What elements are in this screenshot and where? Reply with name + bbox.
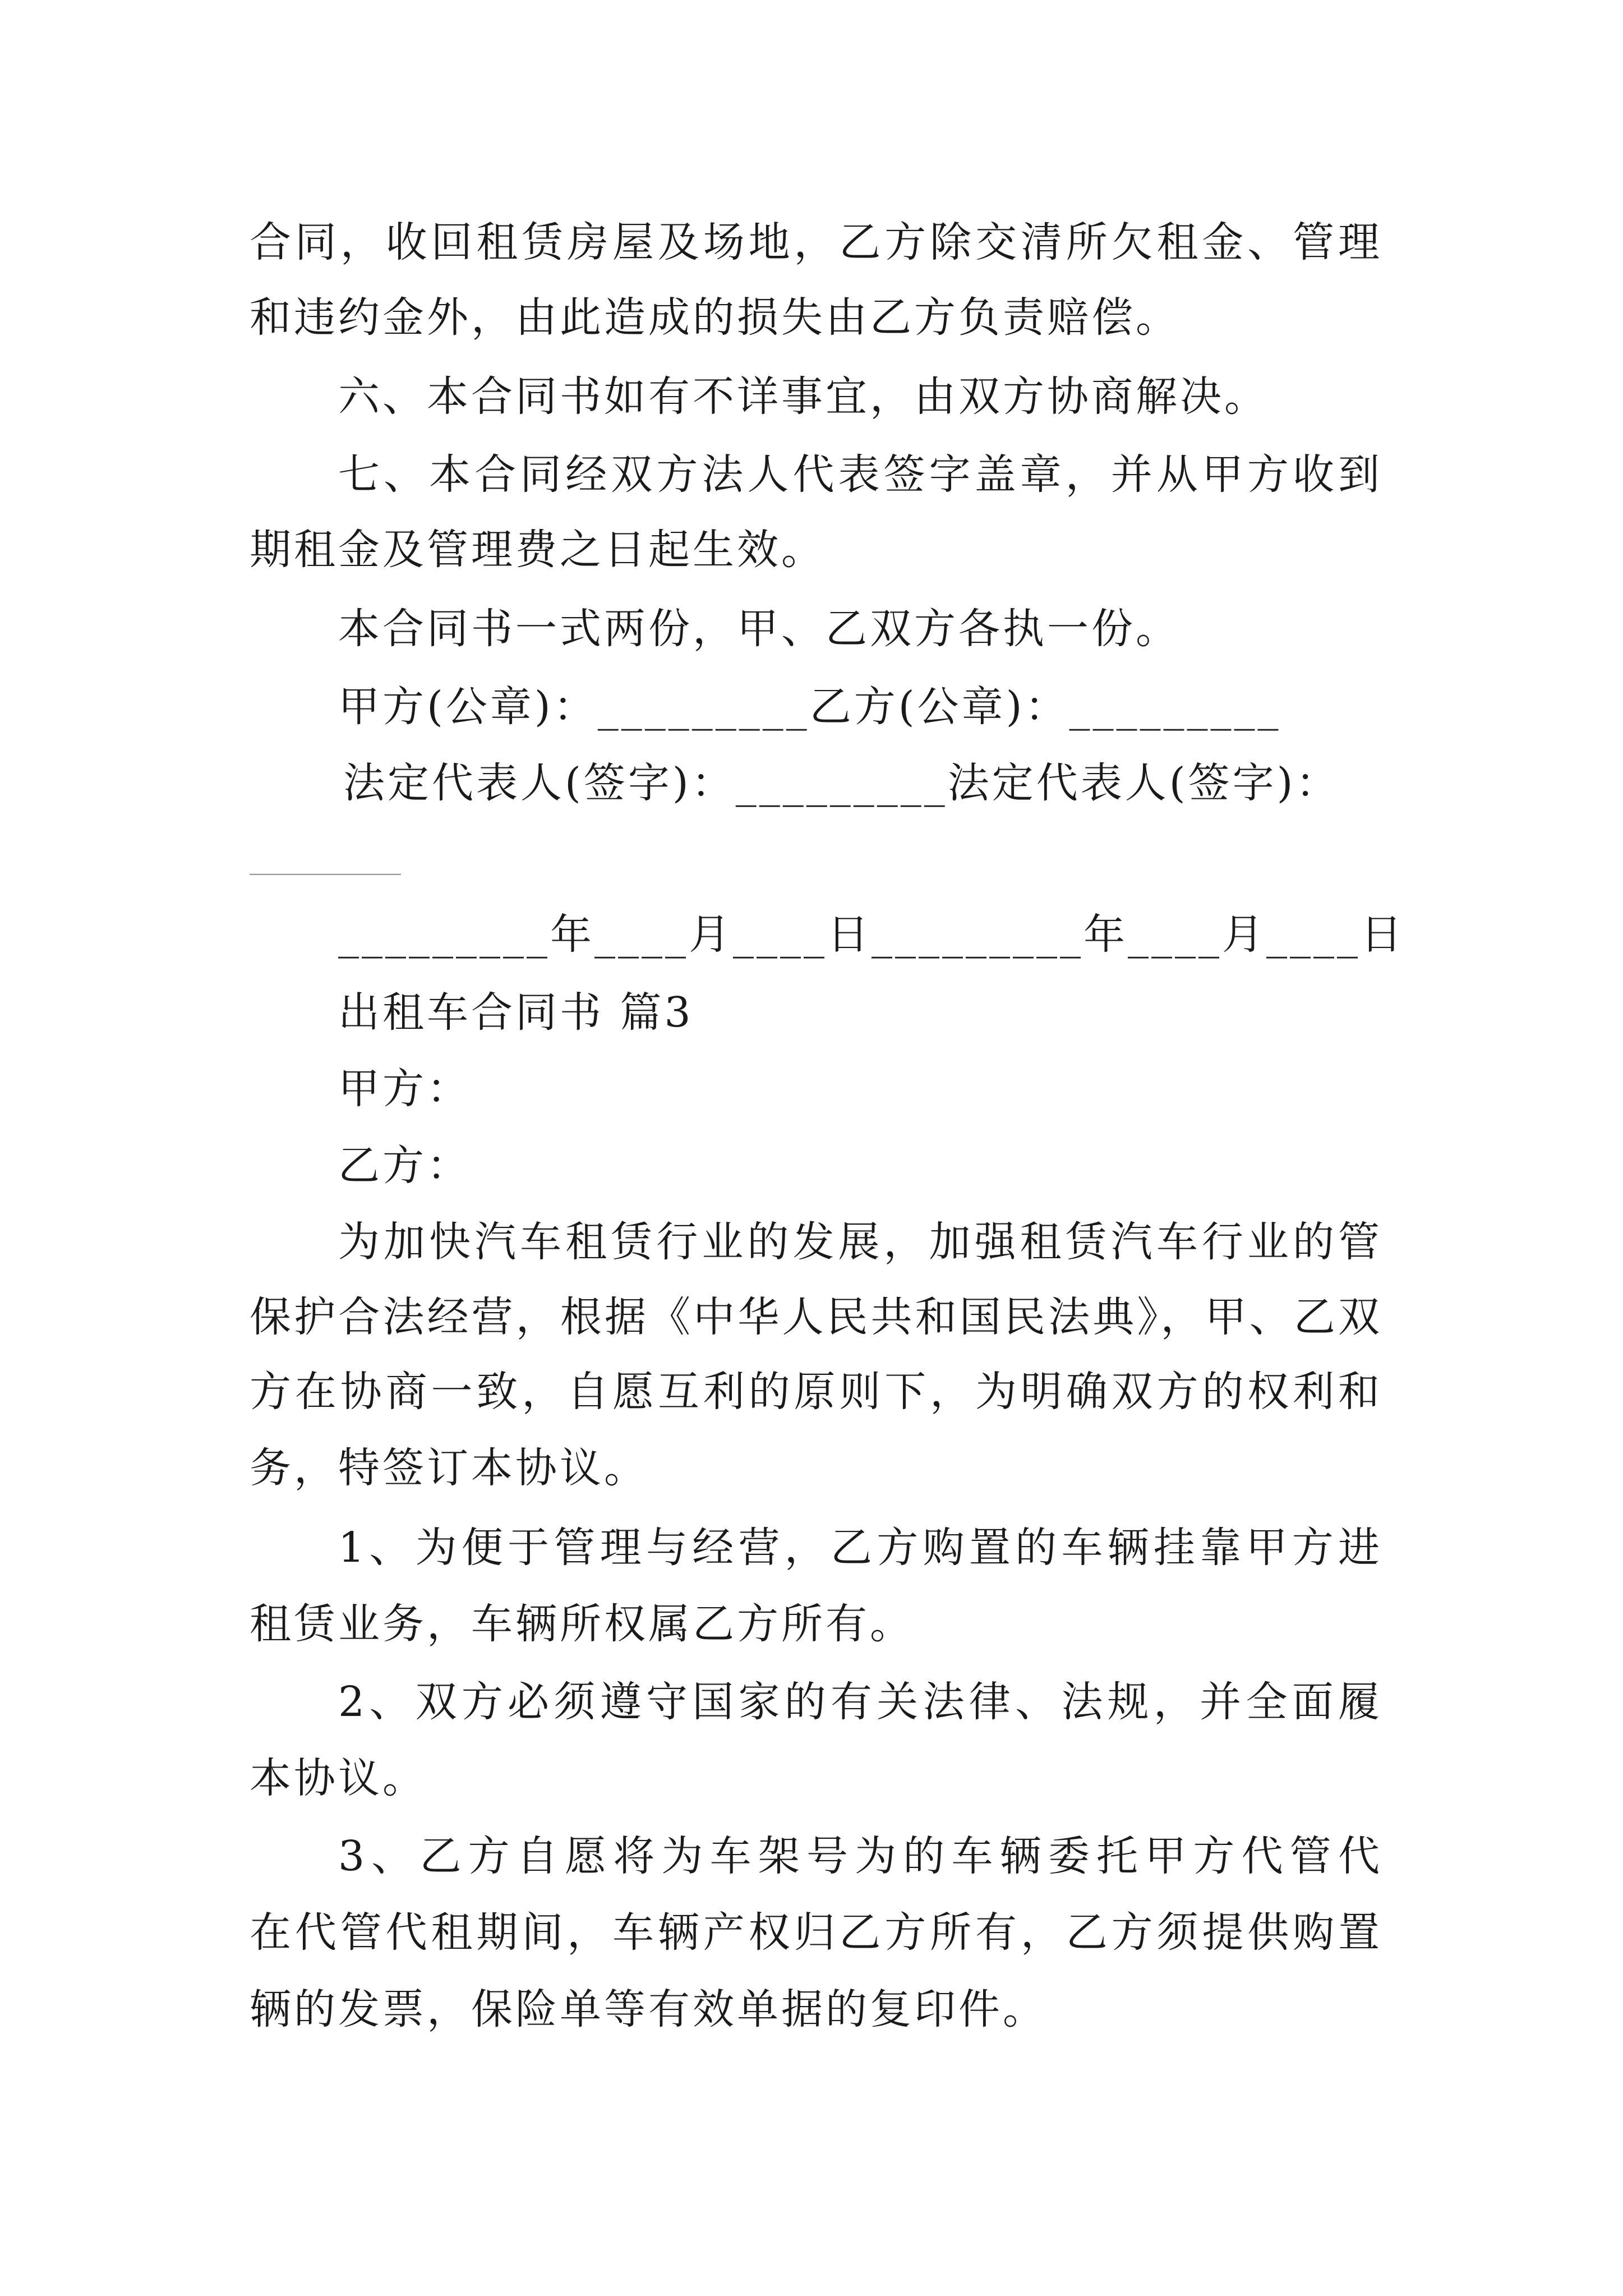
signature-blank: _________ xyxy=(250,836,401,876)
clause-2: 本协议。 xyxy=(250,1754,427,1802)
clause-six: 六、本合同书如有不详事宜，由双方协商解决。 xyxy=(338,372,1269,421)
clause-1: 租赁业务，车辆所权属乙方所有。 xyxy=(250,1600,914,1648)
preamble-line: 方在协商一致，自愿互利的原则下，为明确双方的权利和 xyxy=(250,1368,1382,1415)
paragraph-line: 合同，收回租赁房屋及场地，乙方除交清所欠租金、管理 xyxy=(250,219,1382,266)
clause-3: 在代管代租期间，车辆产权归乙方所有，乙方须提供购置 xyxy=(250,1909,1382,1956)
date-line: _________年____月____日_________年____月____日 xyxy=(338,910,1405,959)
party-b-label: 乙方： xyxy=(338,1142,471,1190)
clause-2: 2、双方必须遵守国家的有关法律、法规，并全面履 xyxy=(338,1678,1382,1726)
clause-1: 1、为便于管理与经营，乙方购置的车辆挂靠甲方进 xyxy=(338,1524,1382,1571)
copies-statement: 本合同书一式两份，甲、乙双方各执一份。 xyxy=(338,605,1180,653)
clause-3: 辆的发票，保险单等有效单据的复印件。 xyxy=(250,1985,1047,2033)
representative-signature-line: 法定代表人(签字)：_________法定代表人(签字)： xyxy=(343,759,1340,807)
clause-3: 3、乙方自愿将为车架号为的车辆委托甲方代管代 xyxy=(338,1833,1382,1880)
party-a-label: 甲方： xyxy=(338,1065,471,1113)
preamble-line: 保护合法经营，根据《中华人民共和国民法典》，甲、乙双 xyxy=(250,1294,1382,1341)
paragraph-line: 和违约金外，由此造成的损失由乙方负责赔偿。 xyxy=(250,293,1180,342)
section-title: 出租车合同书 篇3 xyxy=(338,988,694,1037)
preamble-line: 为加快汽车租赁行业的发展，加强租赁汽车行业的管 xyxy=(338,1218,1382,1266)
clause-seven: 七、本合同经双方法人代表签字盖章，并从甲方收到 xyxy=(338,451,1382,498)
seal-signature-line: 甲方(公章)：_________乙方(公章)：_________ xyxy=(338,683,1281,731)
preamble-line: 务，特签订本协议。 xyxy=(250,1444,648,1492)
paragraph-line: 期租金及管理费之日起生效。 xyxy=(250,526,826,574)
